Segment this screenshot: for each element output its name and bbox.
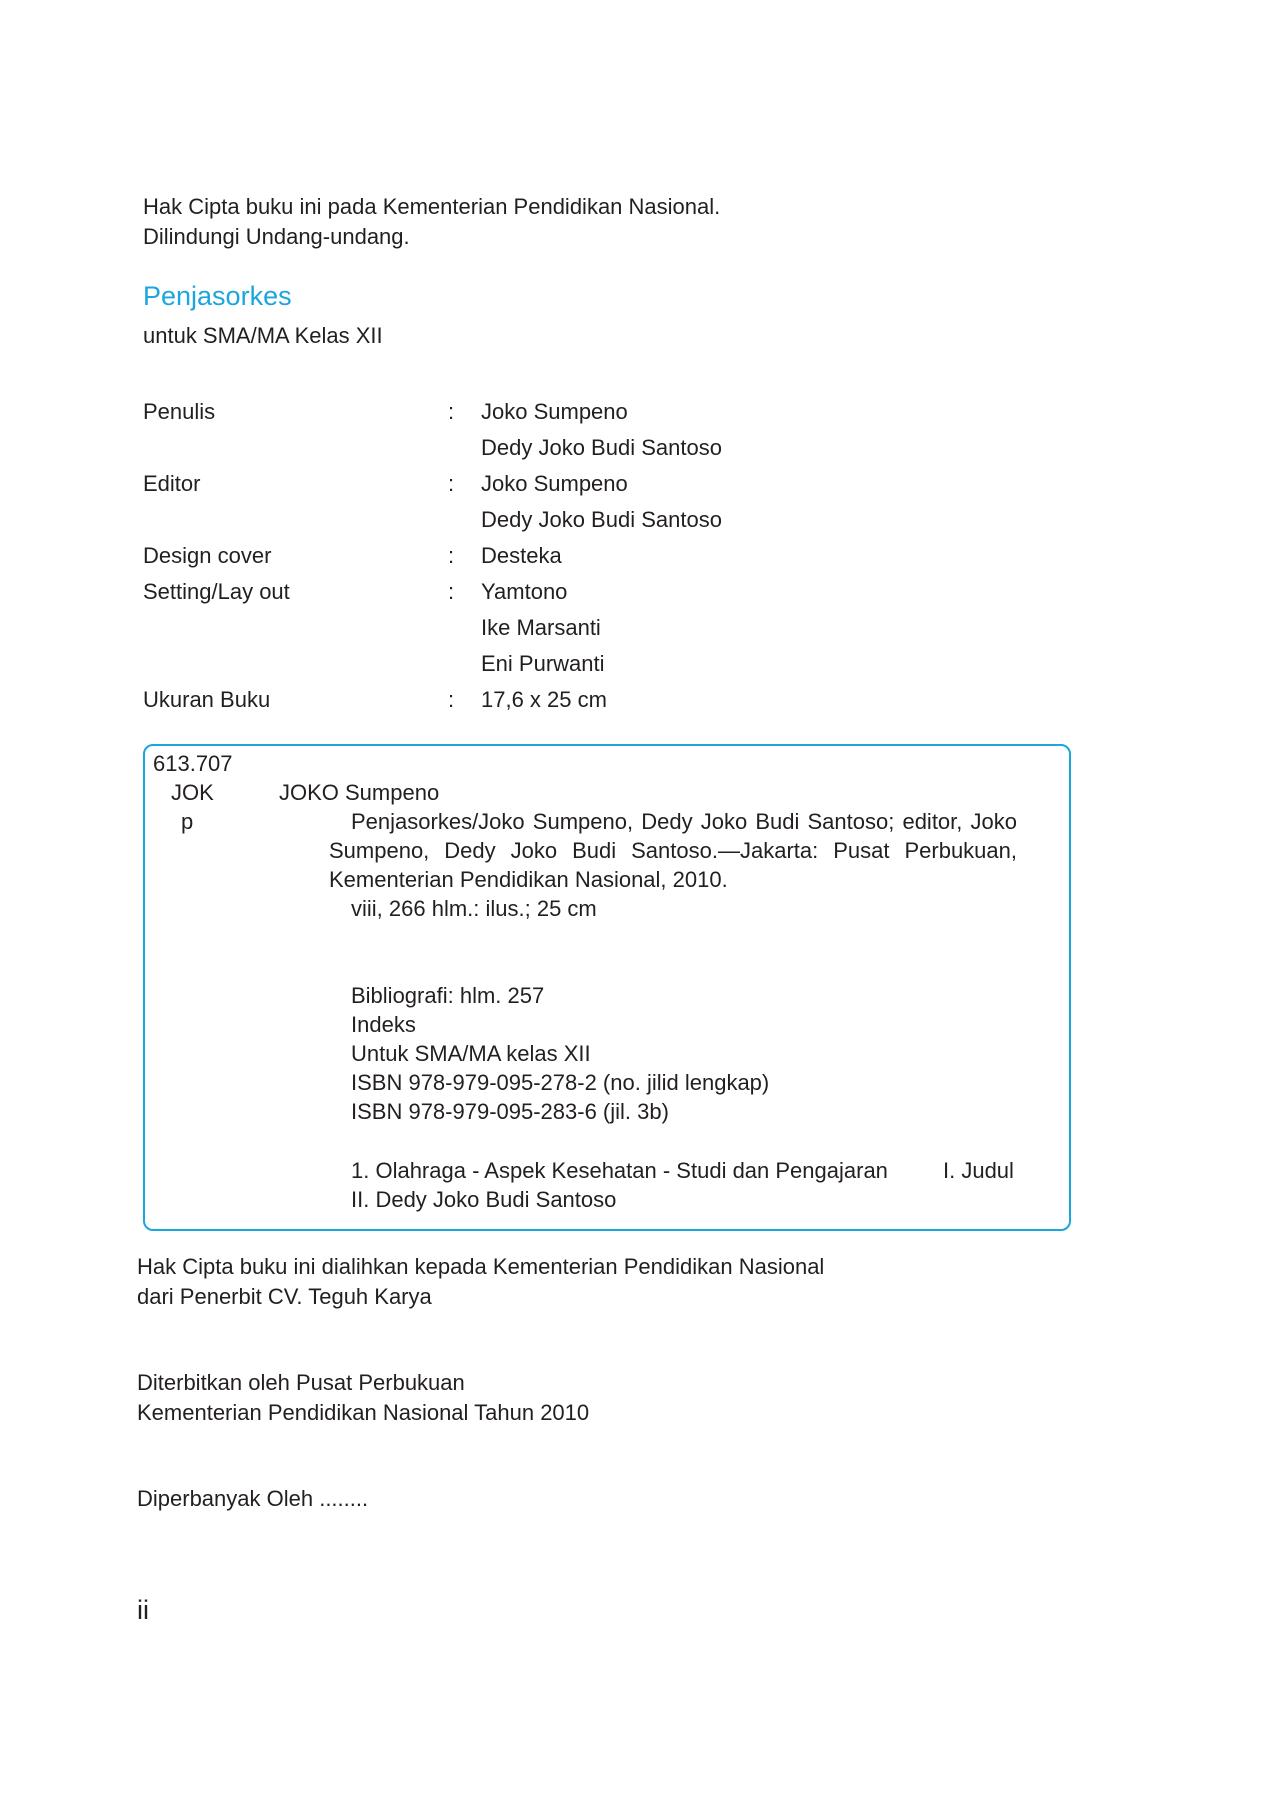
catalog-box [143, 744, 1071, 1231]
credit-names [481, 574, 605, 682]
published-line-1: Diterbitkan oleh Pusat Perbukuan [137, 1370, 465, 1395]
credit-label: Penulis [143, 399, 216, 424]
credit-colon: : [448, 471, 455, 496]
book-title: Penjasorkes [143, 281, 292, 311]
credit-colon: : [448, 399, 455, 424]
publisher-info [137, 1368, 589, 1428]
reproduced-line: Diperbanyak Oleh ........ [137, 1486, 369, 1511]
credit-colon: : [448, 543, 455, 568]
credit-name: Ike Marsanti [481, 615, 601, 640]
catalog-subject: II. Dedy Joko Budi Santoso [351, 1187, 617, 1212]
catalog-notes [351, 981, 769, 1126]
credit-name: Desteka [481, 543, 562, 568]
reproduced-by [137, 1484, 368, 1514]
catalog-author: JOKO Sumpeno [279, 780, 440, 805]
credit-colon: : [448, 687, 455, 712]
credit-name: Dedy Joko Budi Santoso [481, 435, 722, 460]
credit-colon: : [448, 579, 455, 604]
transfer-line-2: dari Penerbit CV. Teguh Karya [137, 1284, 432, 1309]
credit-label: Ukuran Buku [143, 687, 271, 712]
credit-label: Editor [143, 471, 201, 496]
catalog-note: Indeks [351, 1012, 416, 1037]
book-subtitle: untuk SMA/MA Kelas XII [143, 323, 383, 348]
credit-names [481, 466, 722, 538]
copyright-line-2: Dilindungi Undang-undang. [143, 224, 410, 249]
copyright-notice [143, 192, 720, 252]
credit-label: Design cover [143, 543, 272, 568]
catalog-subject-title: I. Judul [943, 1158, 1014, 1183]
copyright-transfer [137, 1252, 824, 1312]
catalog-call-number: JOK [171, 780, 214, 805]
catalog-description-text: Penjasorkes/Joko Sumpeno, Dedy Joko Budi Santoso; editor, Joko Sumpeno, Dedy Joko Budi Santoso.—Jakarta: Pusat Perbukuan, Kementerian Pendidikan Nasional, 2010. [329, 809, 1017, 892]
page-number: ii [137, 1595, 149, 1625]
credit-names [481, 538, 562, 574]
catalog-note: ISBN 978-979-095-278-2 (no. jilid lengkap) [351, 1070, 770, 1095]
catalog-call-number: p [181, 809, 194, 834]
catalog-note: Bibliografi: hlm. 257 [351, 983, 545, 1008]
credit-name: 17,6 x 25 cm [481, 687, 607, 712]
catalog-physical: viii, 266 hlm.: ilus.; 25 cm [351, 896, 597, 921]
catalog-description [329, 807, 1017, 894]
catalog-note: ISBN 978-979-095-283-6 (jil. 3b) [351, 1099, 669, 1124]
catalog-subject: 1. Olahraga - Aspek Kesehatan - Studi dan Pengajaran [351, 1158, 888, 1183]
credit-name: Joko Sumpeno [481, 399, 628, 424]
credit-names [481, 394, 722, 466]
transfer-line-1: Hak Cipta buku ini dialihkan kepada Kementerian Pendidikan Nasional [137, 1254, 825, 1279]
credit-name: Eni Purwanti [481, 651, 605, 676]
copyright-line-1: Hak Cipta buku ini pada Kementerian Pendidikan Nasional. [143, 194, 721, 219]
credit-names [481, 682, 607, 718]
credit-name: Joko Sumpeno [481, 471, 628, 496]
credit-name: Dedy Joko Budi Santoso [481, 507, 722, 532]
credit-name: Yamtono [481, 579, 568, 604]
catalog-note: Untuk SMA/MA kelas XII [351, 1041, 591, 1066]
catalog-call-number: 613.707 [153, 751, 233, 776]
credit-label: Setting/Lay out [143, 579, 290, 604]
published-line-2: Kementerian Pendidikan Nasional Tahun 2010 [137, 1400, 590, 1425]
